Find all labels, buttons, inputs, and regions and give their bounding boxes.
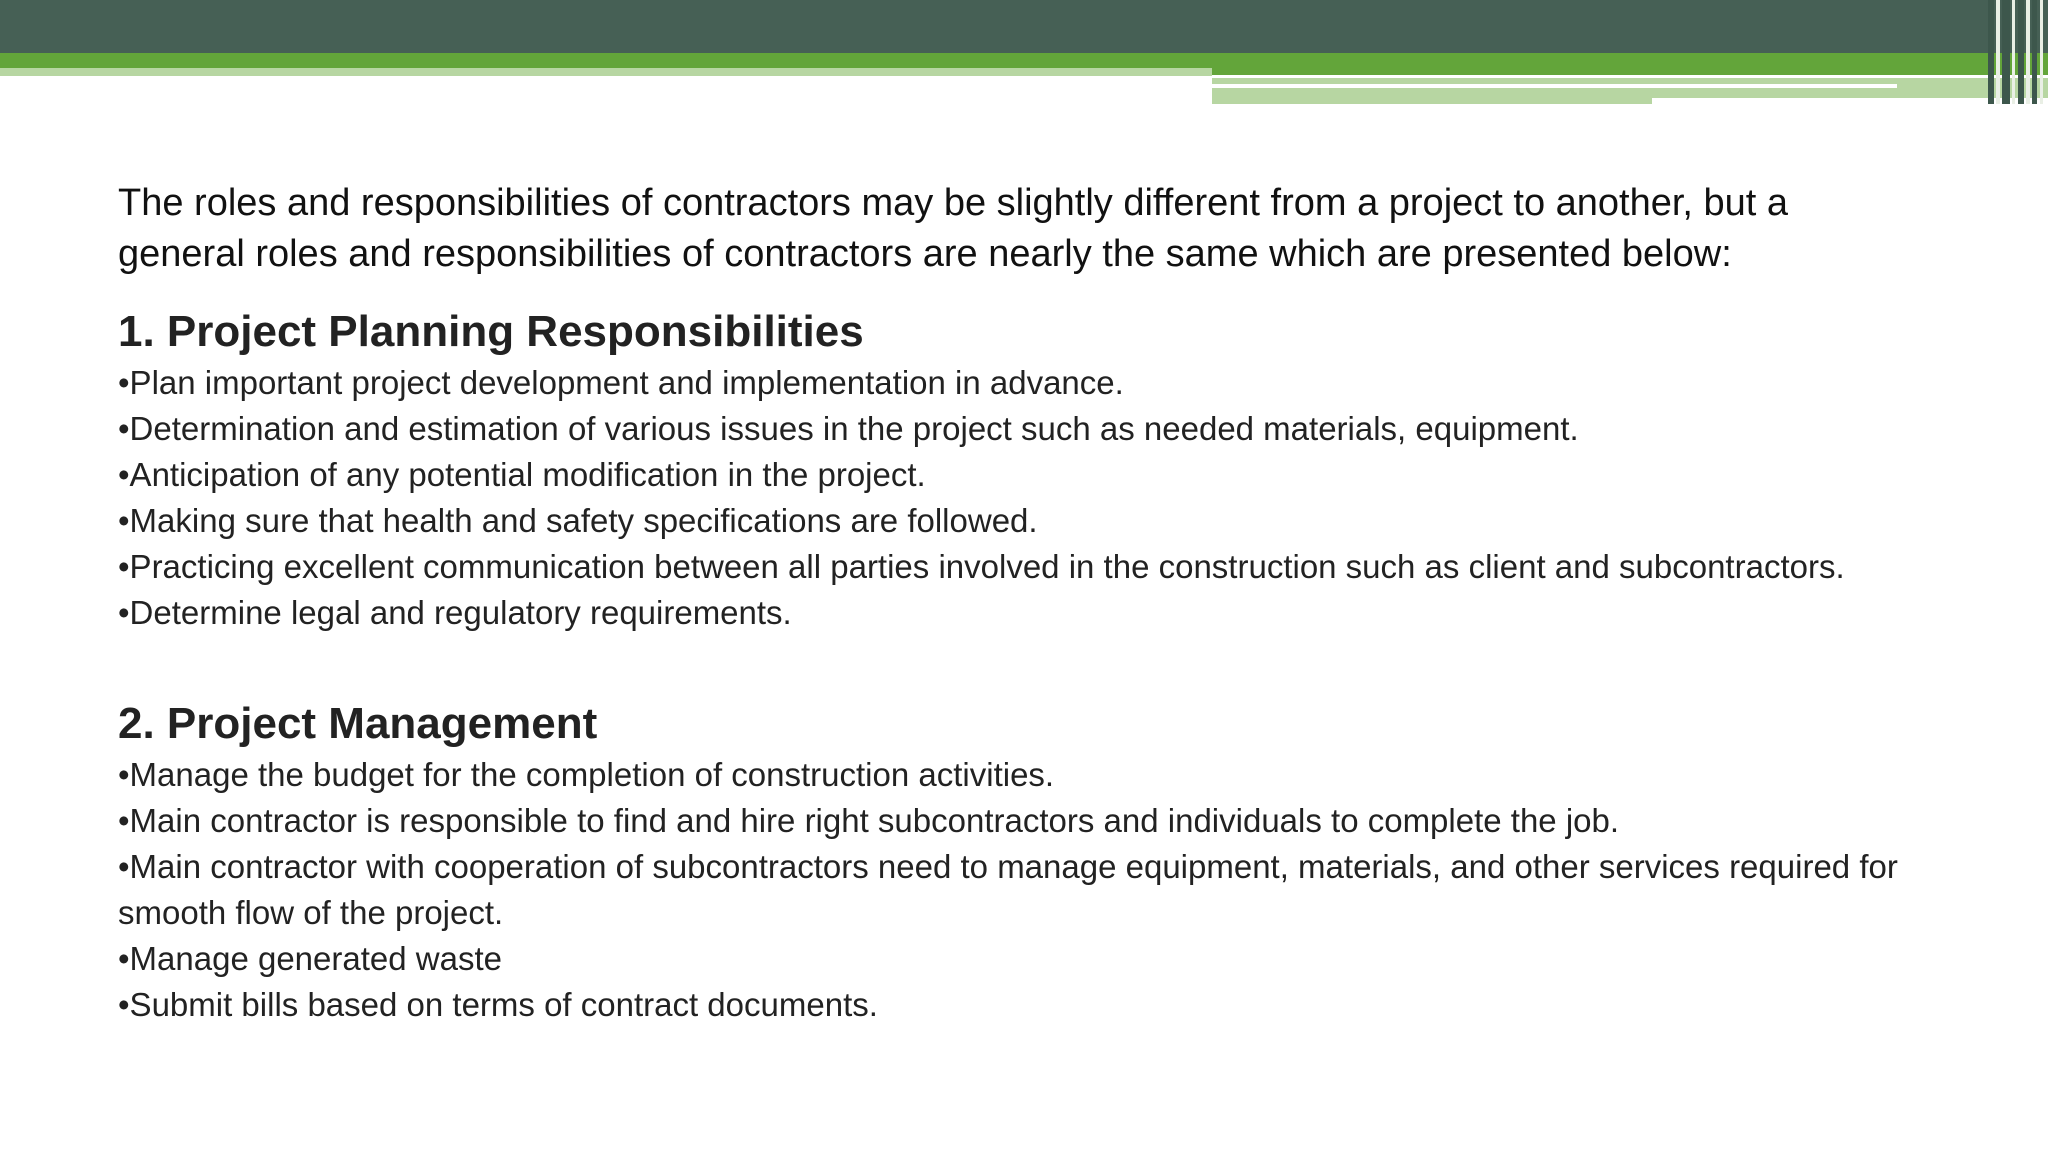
- list-item: •Practicing excellent communication between all parties involved in the construction such as client and subcontractors.: [118, 548, 1845, 585]
- slide-content: [118, 178, 2028, 1028]
- header-accent-line: [1212, 84, 1897, 88]
- list-item: •Main contractor with cooperation of subcontractors need to manage equipment, materials, and other services required for smooth flow of the project.: [118, 848, 1898, 931]
- list-item: •Plan important project development and implementation in advance.: [118, 364, 1124, 401]
- list-item: •Main contractor is responsible to find and hire right subcontractors and individuals to complete the job.: [118, 802, 1620, 839]
- list-item: •Determination and estimation of various issues in the project such as needed materials, equipment.: [118, 410, 1579, 447]
- section-title-planning: 1. Project Planning Responsibilities: [118, 307, 864, 356]
- header-band-light-left: [0, 68, 1212, 76]
- list-item: •Manage the budget for the completion of construction activities.: [118, 756, 1055, 793]
- list-item: •Manage generated waste: [118, 940, 502, 977]
- list-item: •Determine legal and regulatory requirements.: [118, 594, 792, 631]
- list-item: •Anticipation of any potential modification in the project.: [118, 456, 926, 493]
- header-band-dark: [0, 0, 2048, 53]
- list-item: •Making sure that health and safety specifications are followed.: [118, 502, 1038, 539]
- intro-paragraph: The roles and responsibilities of contractors may be slightly different from a project to another, but a general roles and responsibilities of contractors are nearly the same which are presented below:: [118, 182, 1789, 275]
- header-stripes-decoration: [1988, 0, 2048, 104]
- management-bullet-list: [118, 752, 2028, 1028]
- section-title-management: 2. Project Management: [118, 699, 598, 748]
- list-item: •Submit bills based on terms of contract documents.: [118, 986, 878, 1023]
- planning-bullet-list: [118, 360, 2028, 636]
